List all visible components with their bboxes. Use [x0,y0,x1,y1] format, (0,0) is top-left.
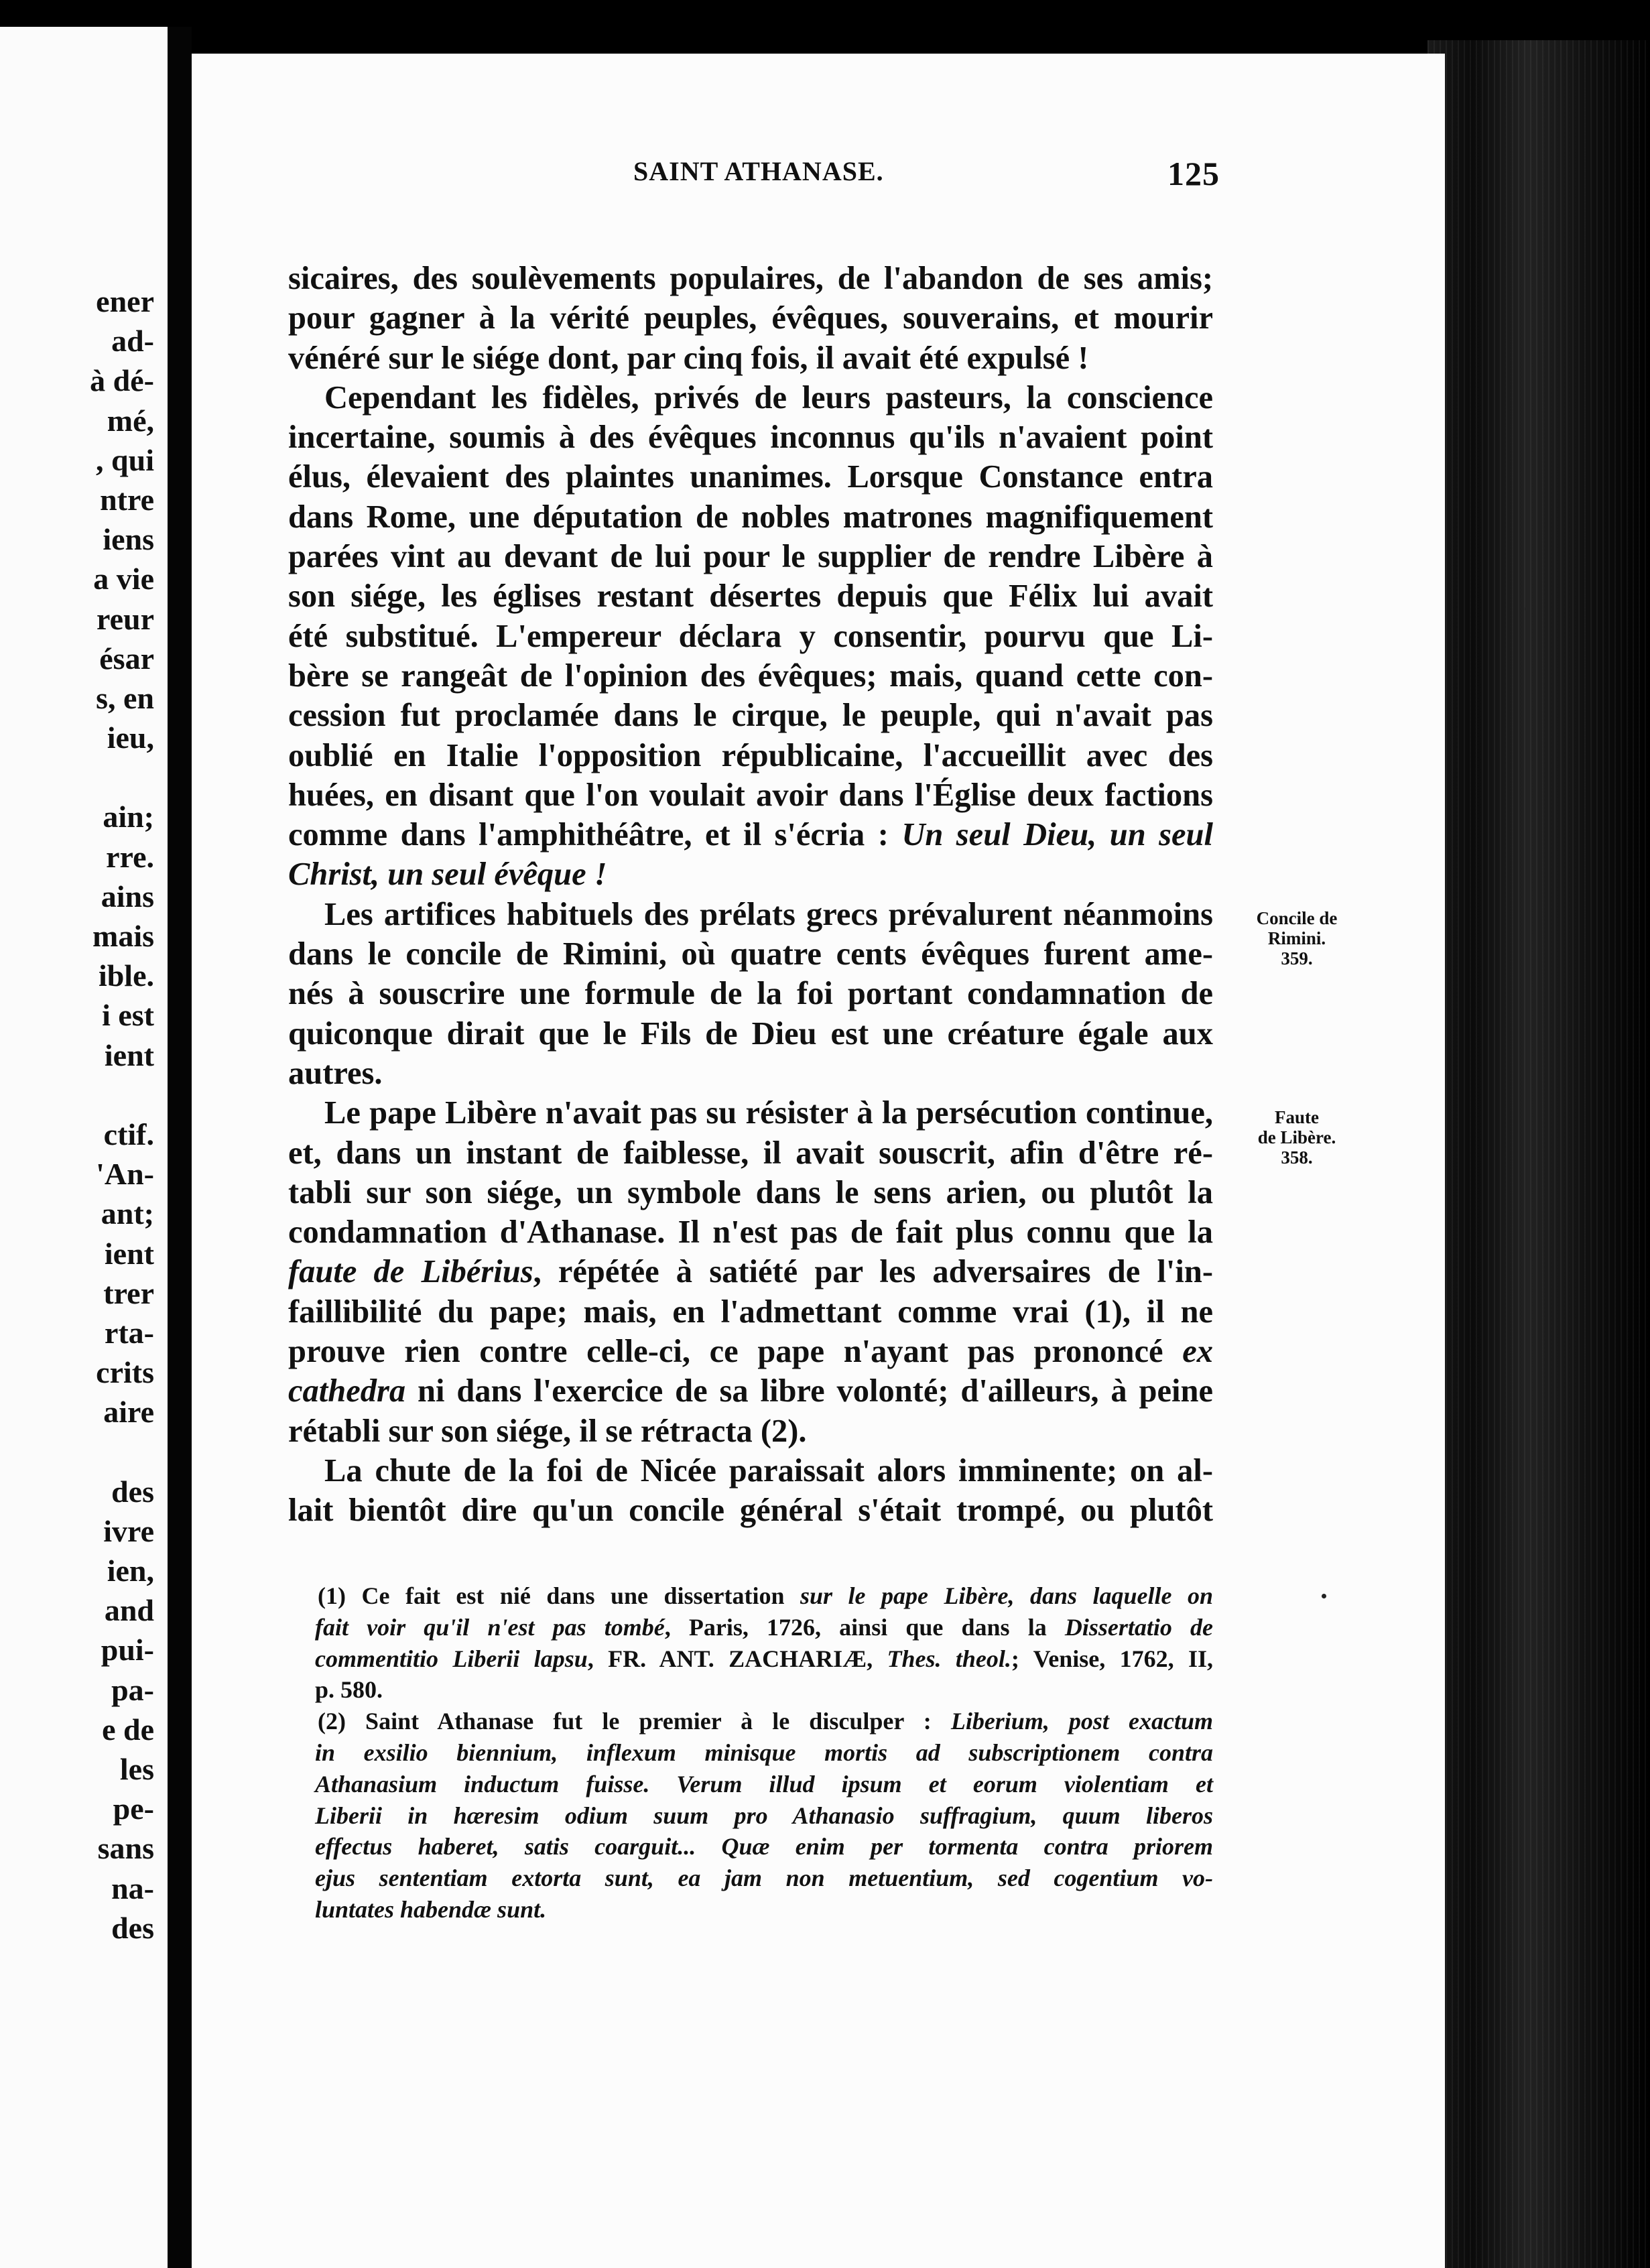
footnote-line [315,1643,1213,1675]
left-page-line: pe- [113,1791,154,1826]
left-page-line: ient [104,1037,154,1072]
body-line [288,378,1213,418]
body-line [288,1014,1213,1054]
left-page-line: pui- [101,1633,154,1667]
margin-note-line: Rimini. [1267,928,1326,948]
body-line [288,895,1213,934]
left-page-text-fragments [7,281,154,1948]
text-run: parées vint au devant de lui pour le supplier de rendre Libère à [288,539,1213,575]
text-run: Les artifices habituels des prélats grecs prévalurent néanmoins [324,896,1213,932]
text-run: élus, élevaient des plaintes unanimes. Lorsque Constance entra [288,459,1213,495]
left-page-line [7,757,154,797]
margin-note-line: 359. [1281,948,1313,968]
left-page-line: ains [101,879,154,914]
text-run: bère se rangeât de l'opinion des évêques; mais, quand cette con- [288,657,1213,694]
italic-text: Christ, un seul évêque ! [288,857,607,893]
body-line [288,259,1213,298]
body-line [288,815,1213,855]
left-page-line: ieu, [107,720,154,755]
page-number: 125 [1167,155,1220,192]
body-line [288,1371,1213,1411]
page-edge-stripes [1427,40,1650,2268]
left-page-line: mais [92,919,154,953]
left-page-line: ain; [103,800,154,834]
italic-text: Liberii in hæresim odium suum pro Athanasio suffragium, quum liberos [315,1802,1213,1829]
italic-text: Un seul Dieu, un seul [901,817,1214,853]
left-page-line: na- [111,1871,154,1905]
text-run: tabli sur son siége, un symbole dans le sens arien, ou plutôt la [288,1174,1213,1210]
left-page-line: ant; [101,1196,154,1231]
italic-text: ejus sententiam extorta sunt, ea jam non metuentium, sed cogentium vo- [315,1865,1213,1892]
scan-speck [1322,1594,1326,1598]
footnotes [315,1580,1213,1926]
body-line [288,617,1213,656]
body-line [288,457,1213,497]
left-page-line: ntre [100,482,154,517]
footnote-line [315,1706,1213,1737]
body-line [288,736,1213,775]
body-line [288,656,1213,696]
text-run: oublié en Italie l'opposition républicaine, l'accueillit avec des [288,737,1213,773]
text-run: La chute de la foi de Nicée paraissait alors imminente; on al- [324,1452,1213,1489]
left-page-line: 'An- [96,1157,154,1192]
text-run: prouve rien contre celle-ci, ce pape n'ayant pas prononcé [288,1334,1183,1370]
text-run: , répétée à satiété par les adversaires de l'in- [533,1254,1214,1290]
footnote-line [315,1831,1213,1863]
left-page-line: des [111,1474,154,1509]
italic-text: effectus haberet, satis coarguit... Quæ enim per tormenta contra priorem [315,1833,1213,1861]
left-page-line: rre. [106,839,154,874]
text-run: huées, en disant que l'on voulait avoir dans l'Église deux factions [288,777,1213,813]
text-run: son siége, les églises restant désertes depuis que Félix lui avait [288,578,1213,615]
left-page-line: mé, [107,403,154,438]
margin-note-concile-rimini [1236,908,1357,968]
left-page-line [7,1432,154,1471]
left-page-line: and [104,1593,154,1628]
body-text [288,259,1213,1531]
body-line [288,418,1213,457]
footnote-line [315,1612,1213,1643]
left-page-line: i est [102,998,154,1033]
margin-note-line: Concile de [1256,908,1338,928]
text-run: été substitué. L'empereur déclara y consentir, pourvu que Li- [288,618,1213,654]
body-line [288,934,1213,974]
text-run: incertaine, soumis à des évêques inconnus qu'ils n'avaient point [288,420,1213,456]
margin-note-line: Faute [1275,1107,1319,1127]
italic-text: Athanasium inductum fuisse. Verum illud ipsum et eorum violentiam et [315,1770,1213,1798]
text-run: autres. [288,1055,383,1091]
left-page-line [7,1075,154,1115]
text-run: pour gagner à la vérité peuples, évêques, souverains, et mourir [288,300,1213,336]
body-line [288,974,1213,1013]
text-run: lait bientôt dire qu'un concile général s'était trompé, ou plutôt [288,1493,1213,1529]
body-line [288,1093,1213,1133]
text-run: Le pape Libère n'avait pas su résister à la persécution continue, [324,1095,1213,1131]
text-run: ni dans l'exercice de sa libre volonté; d'ailleurs, à peine [405,1373,1213,1409]
text-run: nés à souscrire une formule de la foi portant condamnation de [288,976,1213,1012]
body-line [288,1292,1213,1332]
italic-text: commentitio Liberii lapsu [315,1645,588,1672]
footnote-line [315,1894,1213,1926]
left-page-line: a vie [93,562,154,596]
italic-text: sur le pape Libère, dans laquelle on [800,1582,1214,1609]
footnote-line [315,1800,1213,1832]
body-line [288,775,1213,815]
page-edge-shadow [1427,40,1650,2268]
footnote-line [315,1737,1213,1769]
footnote-line [315,1580,1213,1612]
left-page-line: ésar [99,641,154,676]
footnote-line [315,1674,1213,1706]
book-gutter [168,27,192,2268]
left-page-line: à dé- [90,363,154,398]
text-run: sicaires, des soulèvements populaires, de l'abandon de ses amis; [288,261,1213,296]
text-run: Cependant les fidèles, privés de leurs pasteurs, la conscience [324,379,1213,416]
left-page-line: les [119,1751,154,1786]
left-page-line: ien, [107,1554,154,1588]
body-line [288,298,1213,338]
running-title: SAINT ATHANASE. [633,156,884,186]
left-page-line: aire [103,1395,154,1430]
body-line [288,1491,1213,1530]
text-run: , FR. ANT. ZACHARIÆ, [587,1645,887,1672]
margin-note-faute-libere [1236,1107,1357,1168]
italic-text: Liberium, post exactum [950,1708,1213,1735]
left-page-line: e de [102,1712,154,1747]
italic-text: Thes. theol. [887,1645,1011,1672]
text-run: p. 580. [315,1676,383,1704]
body-line [288,1054,1213,1093]
text-run: cession fut proclamée dans le cirque, le peuple, qui n'avait pas [288,698,1213,734]
left-facing-page [0,27,168,2268]
text-run: ; Venise, 1762, II, [1011,1645,1214,1672]
footnote-line [315,1769,1213,1800]
body-line [288,1252,1213,1292]
italic-text: in exsilio biennium, inflexum minisque mortis ad subscriptionem contra [315,1739,1213,1766]
left-page-line: crits [96,1355,154,1390]
left-page-line: s, en [96,680,154,715]
left-page-line: ivre [103,1513,154,1548]
body-line [288,1411,1213,1451]
margin-note-line: 358. [1281,1147,1313,1168]
italic-text: luntates habendæ sunt. [315,1895,547,1923]
italic-text: ex [1182,1334,1213,1370]
body-line [288,497,1213,537]
left-page-line: ener [96,284,154,318]
text-run: (1) Ce fait est nié dans une dissertation [318,1582,800,1609]
body-line [288,1451,1213,1491]
italic-text: cathedra [288,1373,406,1409]
margin-note-line: de Libère. [1257,1127,1336,1147]
left-page-line: des [111,1910,154,1945]
left-page-line: reur [96,601,154,636]
left-page-line: sans [97,1831,154,1866]
text-run: dans Rome, une députation de nobles matrones magnifiquement [288,499,1213,535]
text-run: quiconque dirait que le Fils de Dieu est une créature égale aux [288,1015,1213,1052]
body-line [288,576,1213,616]
body-line [288,1332,1213,1371]
text-run: , Paris, 1726, ainsi que dans la [664,1613,1065,1641]
body-line [288,537,1213,576]
text-run: et, dans un instant de faiblesse, il avait souscrit, afin d'être ré- [288,1135,1213,1171]
text-run: vénéré sur le siége dont, par cinq fois, il avait été expulsé ! [288,340,1089,376]
left-page-line: , qui [96,442,154,477]
text-run: comme dans l'amphithéâtre, et il s'écria : [288,817,902,853]
left-page-line: ient [104,1236,154,1271]
left-page-line: pa- [111,1672,154,1707]
text-run: faillibilité du pape; mais, en l'admettant comme vrai (1), il ne [288,1294,1213,1330]
italic-text: faute de Libérius [288,1254,533,1290]
body-line [288,1212,1213,1252]
body-line [288,338,1213,378]
left-page-line: rta- [104,1315,154,1350]
text-run: (2) Saint Athanase fut le premier à le disculper : [318,1708,951,1735]
body-line [288,1133,1213,1173]
text-run: dans le concile de Rimini, où quatre cents évêques furent ame- [288,936,1213,972]
left-page-line: ible. [98,958,154,993]
scan-speck [1525,607,1529,611]
text-run: rétabli sur son siége, il se rétracta (2). [288,1413,807,1449]
body-line [288,855,1213,894]
left-page-line: ctif. [103,1117,154,1151]
left-page-line: trer [103,1275,154,1310]
body-line [288,696,1213,735]
italic-text: fait voir qu'il n'est pas tombé [315,1613,665,1641]
text-run: condamnation d'Athanase. Il n'est pas de fait plus connu que la [288,1214,1213,1251]
left-page-line: ad- [111,324,154,359]
italic-text: Dissertatio de [1064,1613,1214,1641]
body-line [288,1173,1213,1212]
footnote-line [315,1863,1213,1894]
left-page-line: iens [103,522,154,557]
